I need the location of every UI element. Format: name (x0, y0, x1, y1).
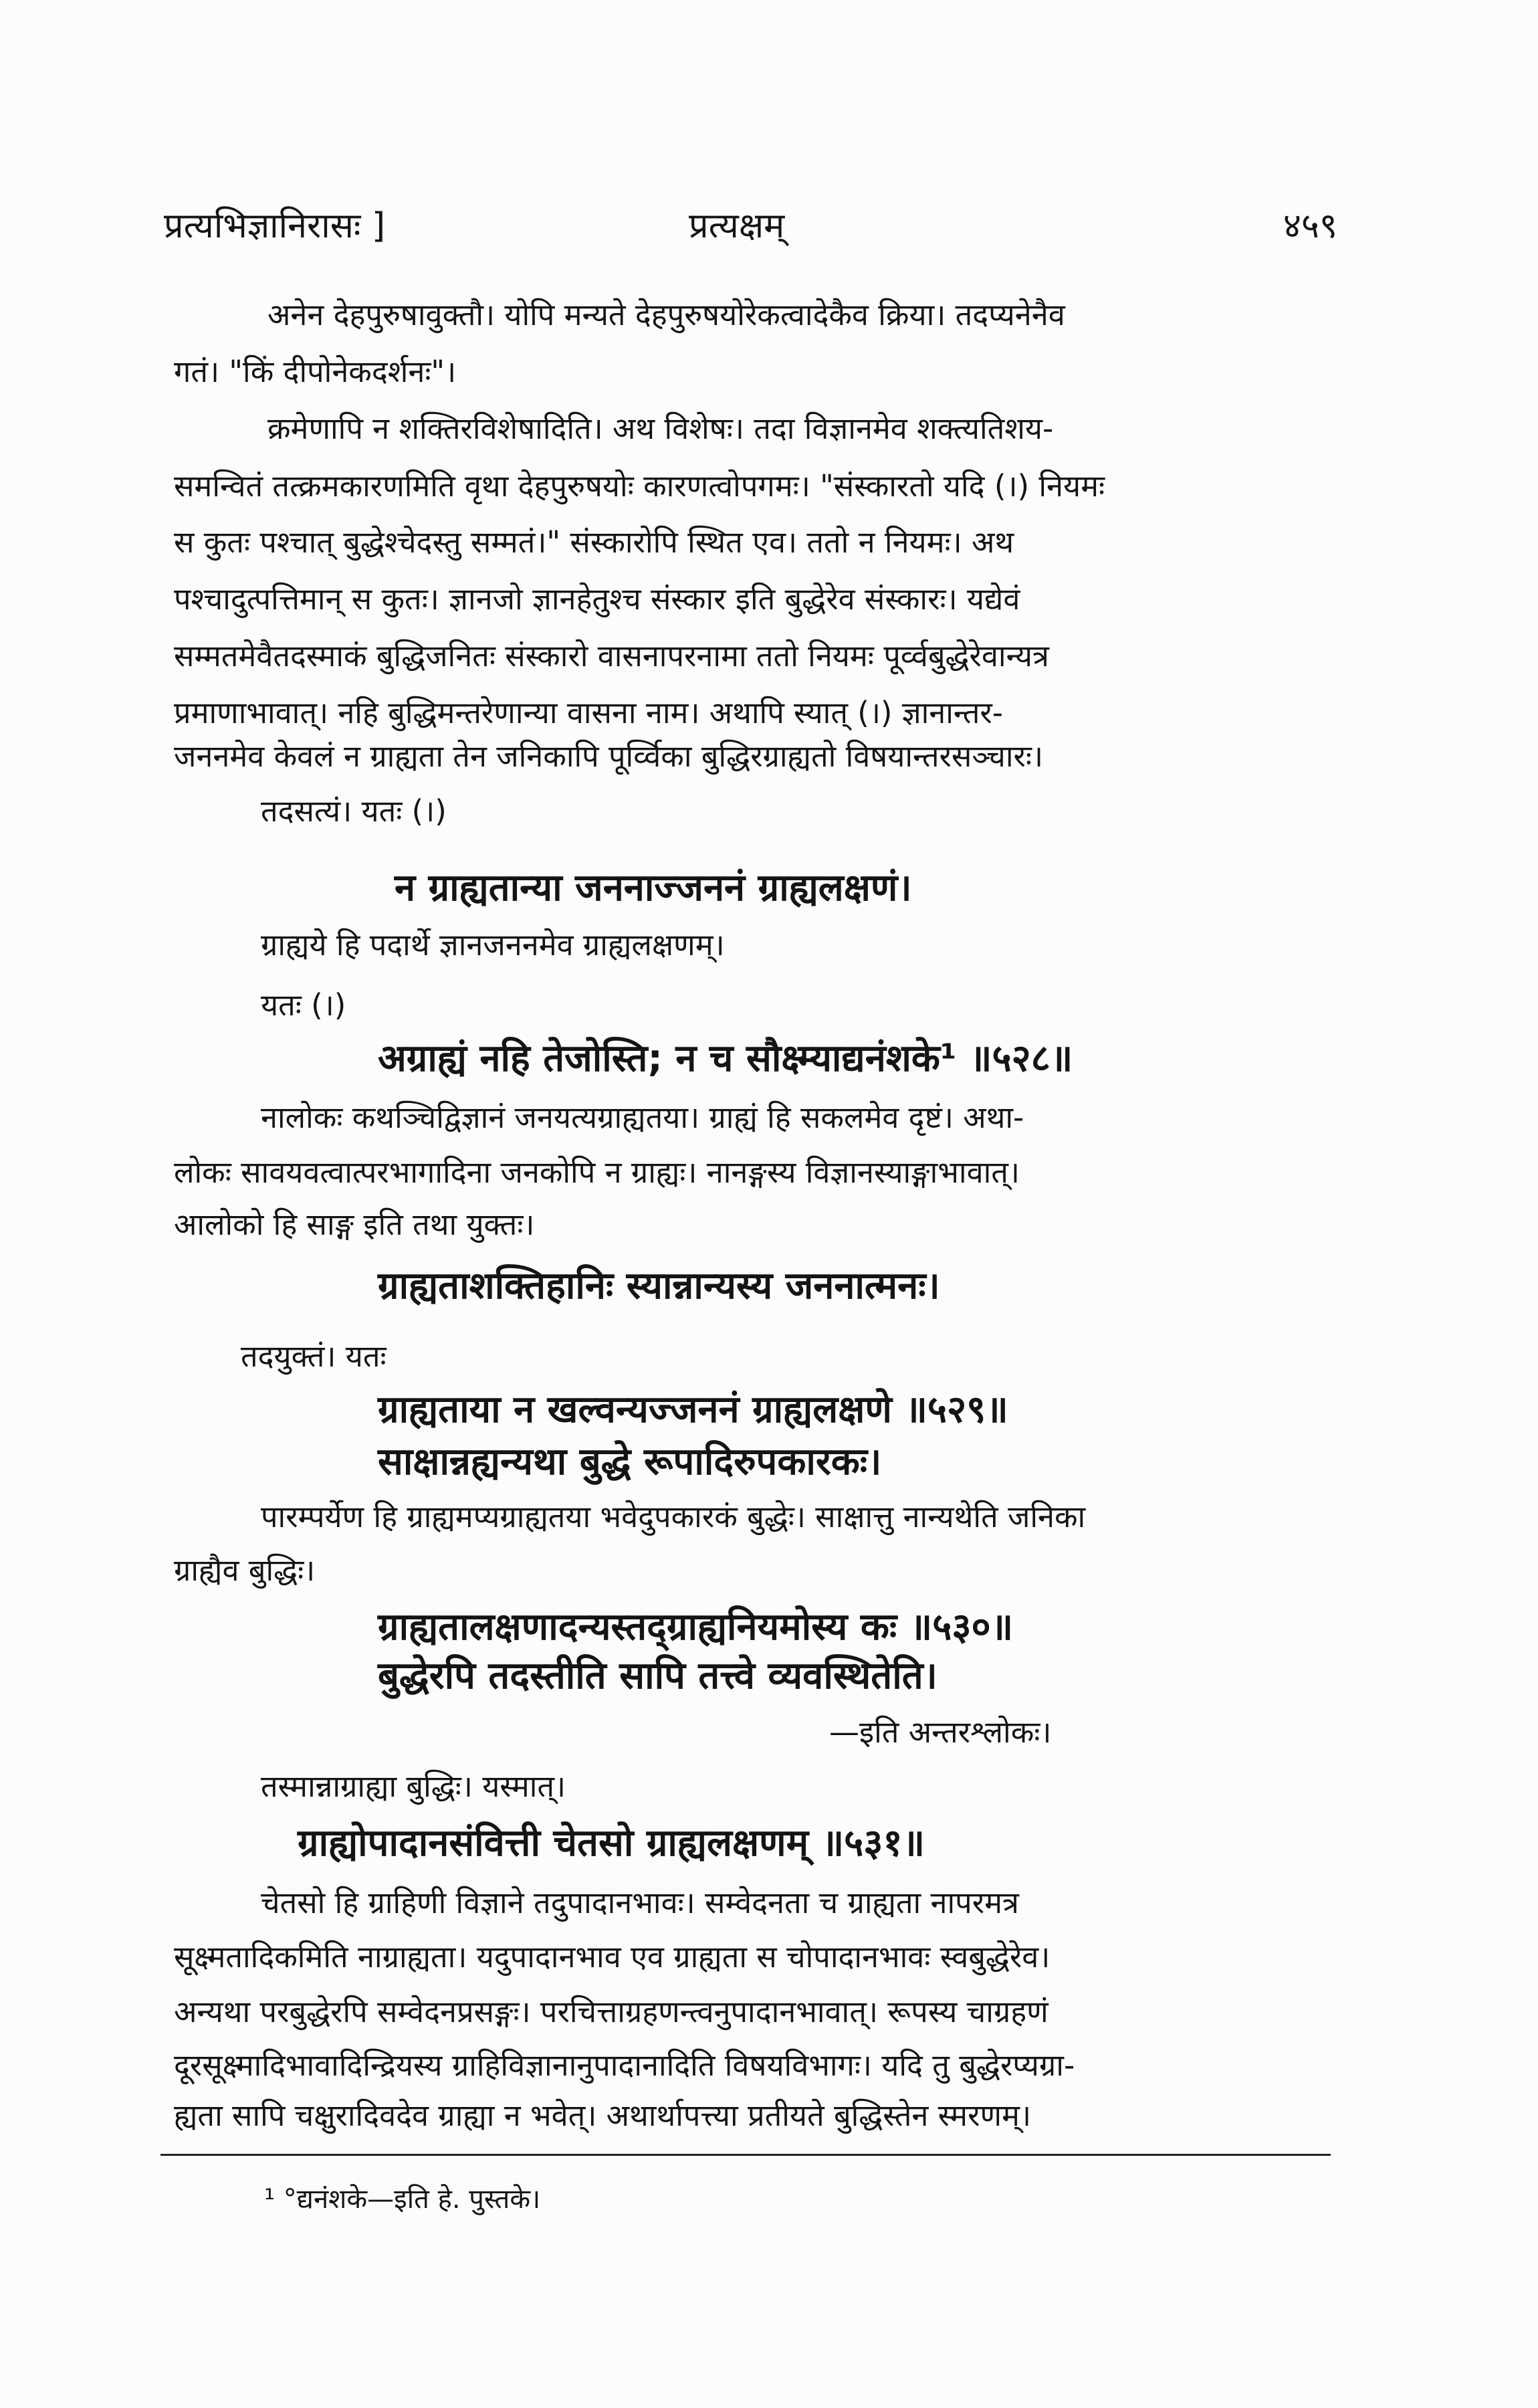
verse-line: ग्राह्यताशक्तिहानिः स्यान्नान्यस्य जननात्मनः। (378, 1264, 940, 1308)
verse-line: ग्राह्यताया न खल्वन्यज्जननं ग्राह्यलक्षणे ॥५२९॥ (378, 1388, 1008, 1431)
verse-line: साक्षान्नह्यन्यथा बुद्धे रूपादिरुपकारकः। (378, 1440, 882, 1484)
prose-line: नालोकः कथञ्चिद्विज्ञानं जनयत्यग्राह्यतया। ग्राह्यं हि सकलमेव दृष्टं। अथा- (261, 1100, 1024, 1135)
prose-line: लोकः सावयवत्वात्परभागादिना जनकोपि न ग्राह्यः। नानङ्गस्य विज्ञानस्याङ्गाभावात्। (174, 1155, 1020, 1190)
prose-line: ग्राह्यये हि पदार्थे ज्ञानजननमेव ग्राह्यलक्षणम्। (261, 927, 725, 963)
prose-line: पश्चादुत्पत्तिमान् स कुतः। ज्ञानजो ज्ञानहेतुश्च संस्कार इति बुद्धेरेव संस्कारः। यद्येवं (174, 581, 1020, 617)
prose-line: अनेन देहपुरुषावुक्तौ। योपि मन्यते देहपुरुषयोरेकत्वादेकैव क्रिया। तदप्यनेनैव (267, 297, 1065, 332)
prose-line: चेतसो हि ग्राहिणी विज्ञाने तदुपादानभावः। सम्वेदनता च ग्राह्यता नापरमत्र (261, 1885, 1019, 1920)
footnote: ¹ °द्यनंशके—इति हे. पुस्तके। (264, 2184, 541, 2215)
prose-line: ग्राह्यैव बुद्धिः। (174, 1552, 316, 1588)
running-head-center: प्रत्यक्षम् (689, 206, 785, 246)
prose-line: गतं। "किं दीपोनेकदर्शनः"। (174, 354, 457, 389)
prose-line: समन्वितं तत्क्रमकारणमिति वृथा देहपुरुषयोः कारणत्वोपगमः। "संस्कारतो यदि (।) नियमः (174, 468, 1105, 504)
prose-line: यतः (।) (261, 987, 346, 1023)
prose-line: क्रमेणापि न शक्तिरविशेषादिति। अथ विशेषः। तदा विज्ञानमेव शक्त्यतिशय- (267, 411, 1054, 446)
verse-line: अग्राह्यं नहि तेजोस्ति; न च सौक्ष्म्याद्यनंशके¹ ॥५२८॥ (378, 1037, 1073, 1080)
verse-line: न ग्राह्यतान्या जननाज्जननं ग्राह्यलक्षणं। (395, 866, 912, 910)
verse-line: ग्राह्यतालक्षणादन्यस्तद्ग्राह्यनियमोस्य कः ॥५३०॥ (378, 1605, 1014, 1649)
verse-line: बुद्धेरपि तदस्तीति सापि तत्त्वे व्यवस्थितेति। (378, 1654, 938, 1698)
footnote-divider (160, 2154, 1331, 2156)
prose-line: दूरसूक्ष्मादिभावादिन्द्रियस्य ग्राहिविज्ञानानुपादानादिति विषयविभागः। यदि तु बुद्धेरप्यग्रा- (174, 2047, 1075, 2083)
prose-line: तदयुक्तं। यतः (241, 1338, 387, 1374)
prose-line: तदसत्यं। यतः (।) (261, 793, 447, 829)
prose-line: पारम्पर्येण हि ग्राह्यमप्यग्राह्यतया भवेदुपकारकं बुद्धेः। साक्षात्तु नान्यथेति जनिका (261, 1499, 1086, 1534)
verse-line: ग्राह्योपादानसंवित्ती चेतसो ग्राह्यलक्षणम् ॥५३१॥ (298, 1821, 925, 1865)
page-number: ४५९ (1283, 206, 1337, 246)
prose-line: स कुतः पश्चात् बुद्धेश्चेदस्तु सम्मतं।" संस्कारोपि स्थित एव। ततो न नियमः। अथ (174, 524, 1014, 560)
verse-source: —इति अन्तरश्लोकः। (829, 1714, 1052, 1750)
prose-line: ह्यता सापि चक्षुरादिवदेव ग्राह्या न भवेत्। अथार्थापत्त्या प्रतीयते बुद्धिस्तेन स्मरणम्। (174, 2098, 1031, 2133)
running-head-left: प्रत्यभिज्ञानिरासः ] (164, 206, 386, 246)
prose-line: सूक्ष्मतादिकमिति नाग्राह्यता। यदुपादानभाव एव ग्राह्यता स चोपादानभावः स्वबुद्धेरेव। (174, 1939, 1051, 1975)
prose-line: सम्मतमेवैतदस्माकं बुद्धिजनितः संस्कारो वासनापरनामा ततो नियमः पूर्व्वबुद्धेरेवान्यत्र (174, 638, 1049, 674)
prose-line: प्रमाणाभावात्। नहि बुद्धिमन्तरेणान्या वासना नाम। अथापि स्यात् (।) ज्ञानान्तर- (174, 695, 1004, 730)
prose-line: अन्यथा परबुद्धेरपि सम्वेदनप्रसङ्गः। परचित्ताग्रहणन्त्वनुपादानभावात्। रूपस्य चाग्रहणं (174, 1994, 1049, 2029)
prose-line: जननमेव केवलं न ग्राह्यता तेन जनिकापि पूर्व्विका बुद्धिरग्राह्यतो विषयान्तरसञ्चारः। (174, 738, 1044, 774)
prose-line: तस्मान्नाग्राह्या बुद्धिः। यस्मात्। (261, 1769, 566, 1804)
prose-line: आलोको हि साङ्ग इति तथा युक्तः। (174, 1207, 535, 1242)
